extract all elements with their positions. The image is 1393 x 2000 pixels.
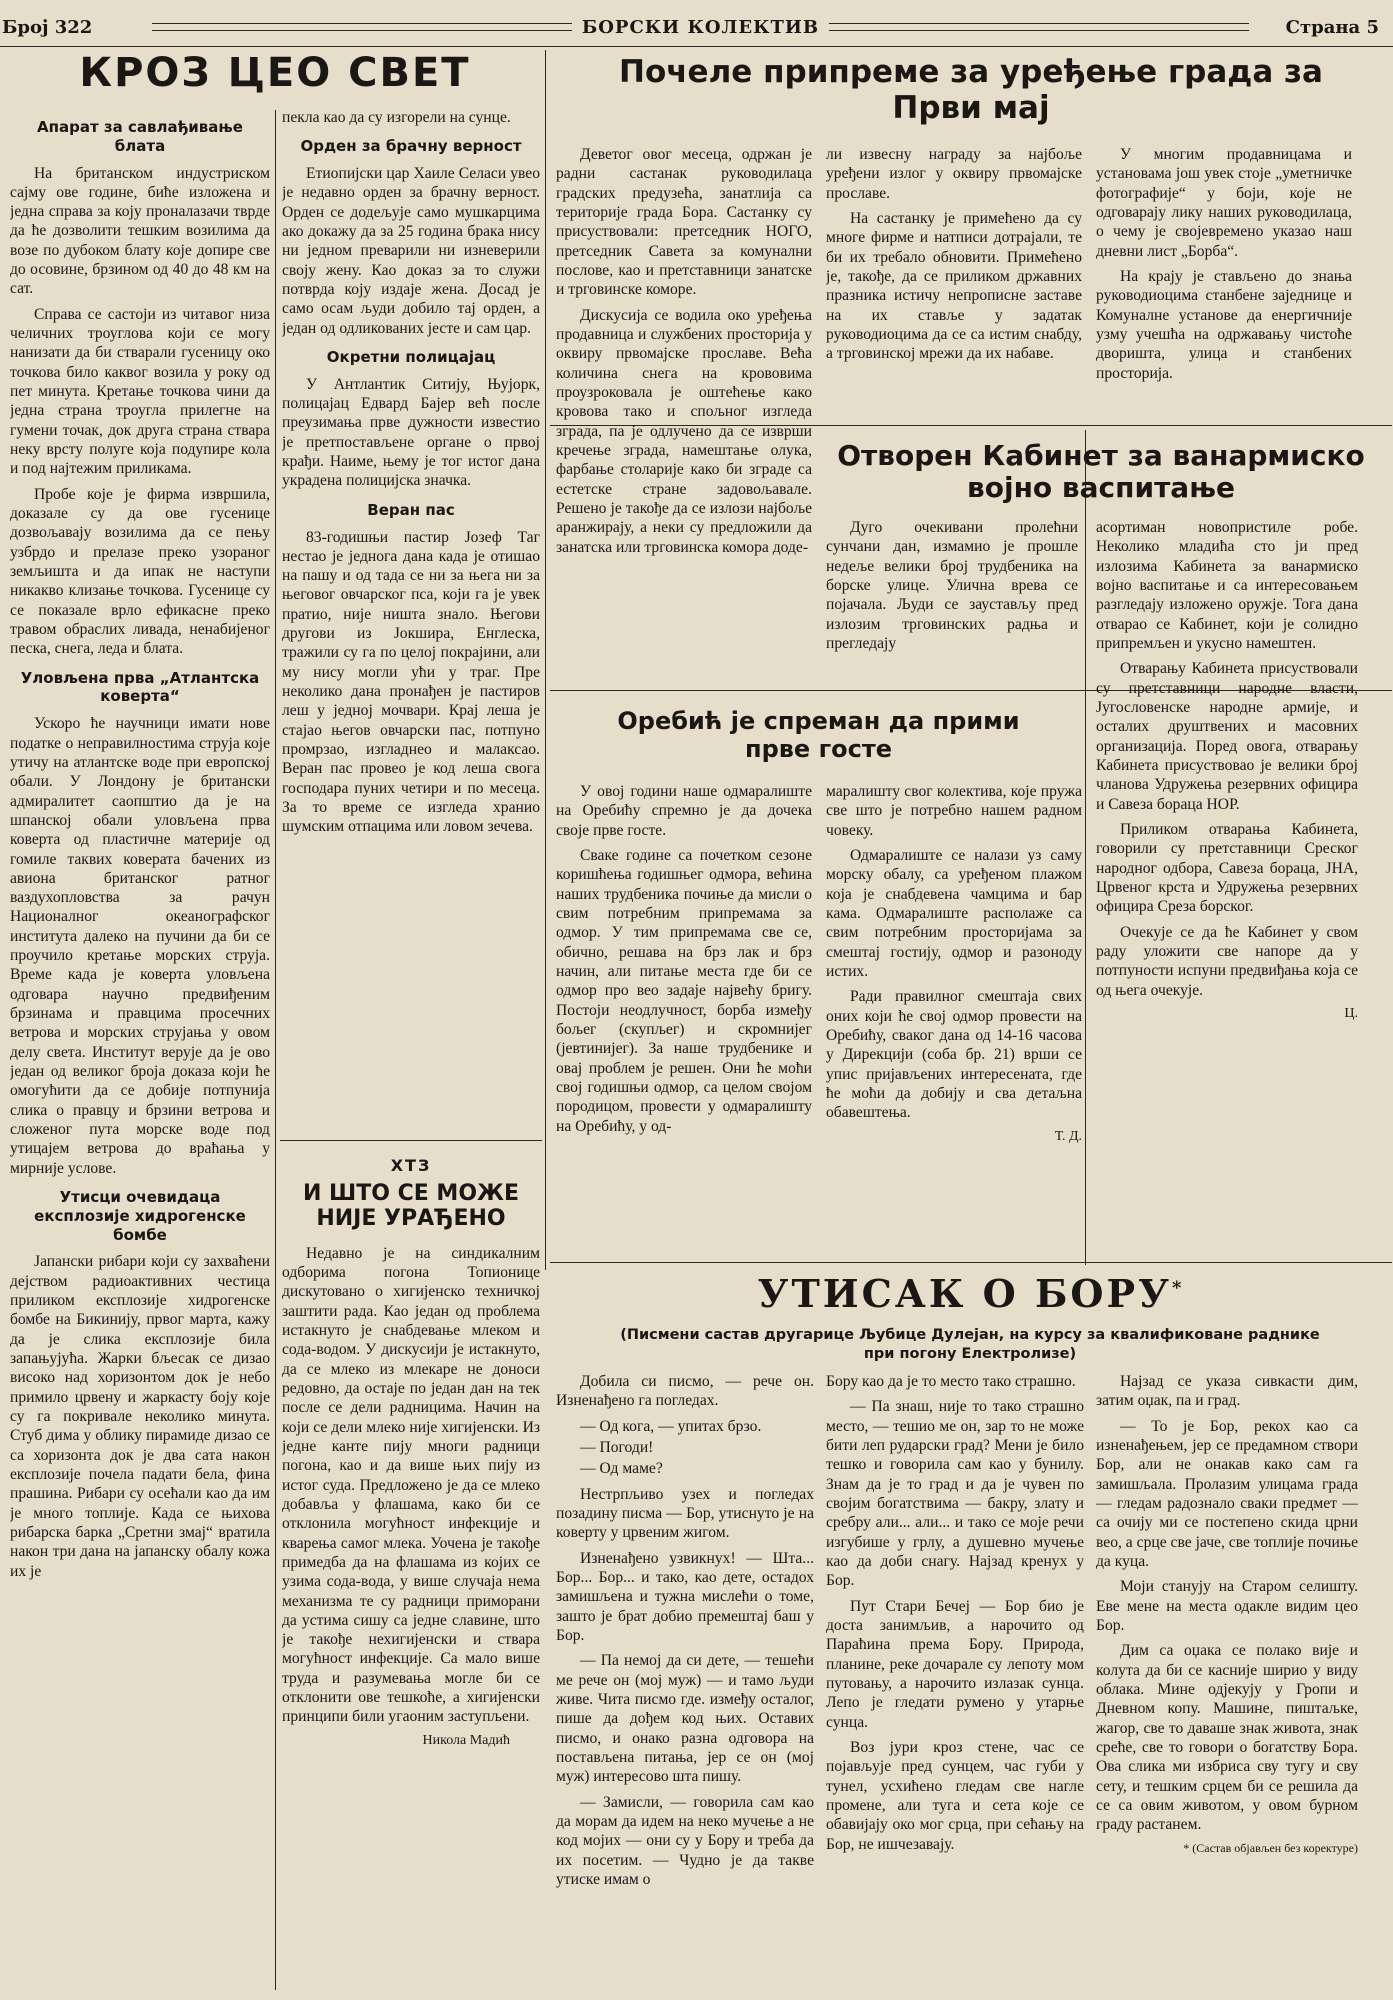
article-title-medal: Орден за брачну верност <box>300 137 522 156</box>
article-text: Дуго очекивани пролећни сунчани дан, измамио је прошле недеље велики број трудбеника на борске улице. Улична врева се појачала. Људи се заустављу пред излозим трговинских радња и прегледају <box>826 519 1078 652</box>
article-text: Етиопијски цар Хаиле Селаси увео је недавно орден за брачну верност. Орден се додељује само мушкарцима ако докажу да за 25 година брака нису ни једном преварили ни изневерили своју жену. Као доказ за то служи потврда коју издаје жена. Досад је само осам људи добило тај орден, а један од одликованих јесте и сам цар. <box>282 165 540 337</box>
bor-title-box <box>552 1272 1390 1322</box>
article-text: Ради правилног смештаја свих оних који ће свој одмор провести на Оребићу, сваког дана од 14-16 часова у Дирекцији (соба бр. 21) врши се упис пријављених интересената, где ће моћи да добију и сва детаљна обавештења. <box>826 988 1082 1122</box>
article-text: асортиман новопристиле робе. Неколико младића сто ји пред излозима Кабинета за ванармиско војно васпитање и са интересовањем разгледају изложено оружје. Тога дана отварао се Кабинет, који је солидно припремљен и укусно намештен. <box>1096 519 1358 652</box>
cabinet-column-2 <box>1096 518 1358 1258</box>
article-text: Сваке године са почетком сезоне коришћења годишњег одмора, већина наших трудбеника почиње да мисли о свим потребним припремама за одмор. У тим припремама све се, обично, решава на брз лак и брз начин, али питање места где би се одмор про вео задаје највећу бригу. Постоји неодлучност, борба између бољег (скупљег) и скромнијег (јевтинијег). За наше трудбенике и овај проблем је решен. Они ће моћи свој годишњи одмор, са целом својом породицом, провести у одмаралишту на Оребићу, у од- <box>556 846 812 1135</box>
hts-author: Никола Мадић <box>422 1732 510 1748</box>
article-text: — Замисли, — говорила сам као да морам да идем на неко мучење а не код мојих — они су у Бору и треба да их посетим. — Чудно је да такве утиске имам о <box>556 1793 814 1888</box>
article-title-mud: Апарат за савлађивање блата <box>37 118 243 155</box>
bor-title <box>552 1272 1390 1316</box>
orebic-title-box <box>556 708 1081 776</box>
may-title: Почеле припреме за уређење града за Први мај <box>619 55 1323 126</box>
hts-kicker: ХТЗ <box>390 1156 432 1175</box>
article-text: На британском индустриском сајму ове године, биће изложена и једна справа за коју проналазачи тврде да ће дозволити тешким возилима да возе по дубоком блату које допире све до осовине, брзином од 40 до 48 км на сат. <box>10 164 270 298</box>
paper-name: БОРСКИ КОЛЕКТИВ <box>581 16 820 38</box>
article-title-envelope: Уловљена прва „Атлантска коверта“ <box>20 668 260 706</box>
cabinet-title: Отворен Кабинет за ванармиско војно васпитање <box>837 440 1365 505</box>
world-column-1 <box>10 108 270 1993</box>
article-text: Дим са оџака се полако вије и колута да би се касније ширио у виду облака. Мине одјекују у Гропи и Дневном копу. Машине, пиштаљке, жагор, све то даваше знак живота, знак среће, све то говори о богатству Бора. Ова слика ми избриса сву тугу и сву сету, и тешким срцем би се решила да се са овим животом, у овом бурном граду растанем. <box>1096 1642 1358 1834</box>
masthead-underline <box>0 46 1393 47</box>
may-title-box <box>552 55 1390 135</box>
article-text: Приликом отварања Кабинета, говорили су претставници Среског народног одбора, Савеза бораца, ЈНА, Црвеног крста и Удружења резервних официра Среза борског. <box>1096 820 1358 916</box>
article-text: Пут Стари Бечеј — Бор био је доста занимљив, а нарочито од Параћина према Бору. Природа, планине, реке дочарале су лепоту мом путовању, а нарочито излазак сунца. Лепо је гледати румено у утарње сунца. <box>826 1597 1084 1731</box>
article-text: Одмаралиште се налази уз саму морску обалу, са уређеном плажом која је снабдевена чамцима и бар кама. Одмаралиште располаже са свим потребним просторијама за смештај гостију, одмор и разоноду истих. <box>826 846 1082 980</box>
bor-column-3 <box>1096 1372 1358 1992</box>
article-text: Справа се састоји из читавог низа челичних троуглова који се могу нанизати да би стварали гусеницу око точкова било каквог возила у року од пет минута. Кретање точкова чини да једна страна троугла прилегне на гумени точак, док друга страна ствара неку врсту полуге која подупире кола и под најтежим приликама. <box>10 305 270 478</box>
bor-title-star: * <box>1171 1277 1185 1299</box>
article-title-policeman: Окретни полицајац <box>326 348 496 367</box>
article-text: Најзад се указа сивкасти дим, затим оџак, па и град. <box>1096 1373 1358 1410</box>
article-text: Ускоро ће научници имати нове податке о неправилностима струја које утичу на атлантске воде при европској обали. У Лондону је британски адмиралитет саопштио да је на шпанској обали уловљена прва коверта од пластичне материје од гомиле таквих коверата бачених из авиона британског ратног ваздухопловства за рачун Националног океанографског института далеко на пучини да би се проучило кретање морских струја. Време када је коверта уловљена одговара научно предвиђеним брзинама и правцима просечних ветрова и морских струјања у овом делу света. Институт верује да је ово један од великог броја доказа који ће омогућити да се добије потпунија слика о правцу и брзини ветрова и сложеног пута морске воде под утицајем ветрова до враћања у мирније услове. <box>10 715 270 1177</box>
article-title-dog: Веран пас <box>367 500 455 519</box>
hts-title: И ШТО СЕ МОЖЕ НИЈЕ УРАЂЕНО <box>302 1181 519 1232</box>
divider-world-cols <box>275 110 276 1270</box>
bor-column-2 <box>826 1372 1084 1992</box>
article-text: Јапански рибари који су захваћени дејством радиоактивних честица приликом експлозије хидрогенске бомбе на Бикинију, првог марта, кажу да је слика експлозије била запањујућа. Жарки бљесак се дизао високо над хоризонтом док је небо примило црвену и жаркасту боју које су га покривале неколико минута. Стуб дима у облику пирамиде дизао се са хоризонта док је два сата након експлозије почела падати бела, фина прашина. Рибари су осећали као да им је много топлије. Када се њихова рибарска барка „Сретни змај“ вратила након три дана на јапанску обалу кожа их је <box>10 1253 270 1580</box>
hts-article <box>282 1150 540 1993</box>
article-text: Очекује се да ће Кабинет у свом раду уложити све напоре да у потпуности испуни предвиђања која се од њега очекује. <box>1096 923 1358 999</box>
article-text: Нестрпљиво узех и погледах позадину писма — Бор, утиснуто је на коверту у црвеним жигом. <box>556 1485 814 1542</box>
world-column-2 <box>282 108 540 1138</box>
orebic-title: Оребић је спреман да прими прве госте <box>617 708 1020 763</box>
orebic-column-1 <box>556 782 812 1257</box>
article-text: пекла као да су изгорели на сунце. <box>282 109 511 126</box>
orebic-author: Т. Д. <box>1054 1128 1082 1144</box>
may-column-1 <box>556 145 812 690</box>
article-text: — Погоди! <box>580 1438 654 1456</box>
divider-cabinet-mid <box>1085 430 1086 1265</box>
bor-credit: (Писмени састав другарице Љубице Дулејан, на курсу за квалификоване раднике при погону Електролизе) <box>620 1327 1320 1362</box>
divider-world-hts <box>280 1140 542 1141</box>
world-heading-box <box>10 50 540 100</box>
article-text: Бору као да је то место тако страшно. <box>826 1373 1076 1390</box>
masthead-rule-left <box>152 23 572 31</box>
world-heading: КРОЗ ЦЕО СВЕТ <box>79 50 471 96</box>
article-text: На крају је стављено до знања руководиоцима станбене заједнице и Комуналне установе да енергичније узму учешћа на одржавању чистоће дворишта, улица и станбених просторија. <box>1096 267 1352 382</box>
article-text: ли извесну награду за најбоље уређени излог у оквиру првомајске прославе. <box>826 146 1082 202</box>
article-text: Отварању Кабинета присуствовали су претставници народне власти, Југословенске народне армије, и осталих друштвених и масовних организација. Поред овога, отварању Кабинета присуствовао је велики број чланова Удружења резервних официра и Савеза бораца НОР. <box>1096 660 1358 813</box>
article-text: У Антлантик Ситију, Њујорк, полицајац Едвард Бајер већ после преузимања прве дужности известио је претпостављене органе о првој крађи. Наиме, њему је тог истог дана украдена полицијска значка. <box>282 375 540 490</box>
may-column-3 <box>1096 145 1352 425</box>
article-text: — То је Бор, рекох као са изненађењем, јер се предамном створи Бор, али не онакав како сам га замишљала. Пролазим улицама града — гледам радознало сваки предмет — са очију ми се постепено скида црни вео, а срце све јаче, све топлије почиње да куца. <box>1096 1417 1358 1570</box>
article-text: Добила си писмо, — рече он. Изненађено га погледах. <box>556 1373 814 1410</box>
article-text: — Па немој да си дете, — тешећи ме рече он (мој муж) — и тамо људи живе. Чита писмо где. између осталог, пише да дођем код њих. Оставих писмо, и онако разна одговора на постављена питања, јер се он (мој муж) интересово шта пишу. <box>556 1652 814 1786</box>
article-text: Моји станују на Старом селишту. Еве мене на места одакле видим цео Бор. <box>1096 1578 1358 1634</box>
article-text: — Од кога, — упитах брзо. <box>580 1417 762 1435</box>
divider-world-main <box>545 50 546 1270</box>
article-text: Пробе које је фирма извршила, доказале су да ове гусенице дозвољавају возилима да се пењу узбрдо и прелазе преко узораног земљишта и да ипак не наступи никакво клизање точкова. Гусенице су се показале врло ефикасне преко травом обраслих ливада, ненабијеног песка, снега, леда и блата. <box>10 485 270 658</box>
masthead <box>0 10 1393 44</box>
article-text: — Од маме? <box>580 1460 663 1478</box>
bor-footnote: * (Састав објављен без коректуре) <box>1183 1840 1358 1855</box>
bor-title-text: УТИСАК О БОРУ <box>757 1272 1172 1316</box>
cabinet-title-box <box>826 440 1376 515</box>
cabinet-column-1 <box>826 518 1078 688</box>
divider-left-bottom <box>275 1270 276 1990</box>
article-text: Дискусија се водила око уређења продавница и службених просторија у оквиру првомајске прославе. Већа количина снега на крововима проузроковала је оштећење како кровова тако и спољног изгледа зграда, па је одлучено да се изврши кречење зграда, намештање олука, фарбање столарије како би зграде са естетске стране задовољавале. Решено је такође да се излози најбоље аранжирају, а неки су предложили да занатска или трговинска комора доде- <box>556 306 812 556</box>
article-text: Деветог овог месеца, одржан је радни састанак руководилаца градских предузећа, занатлија са територије града Бора. Састанку су присуствовали: претседник НОГО, претседник Савета за комунални послове, као и претставници занатске и трговинске коморе. <box>556 146 812 299</box>
article-text: 83-годишњи пастир Јозеф Таг нестао је једнога дана када је отишао на пашу и од тада се ни за њега ни за његовог овчарског пса, који га је увек пратио, није ништа знало. Његови другови из Јокшира, Енглеска, тражили су га по целој покрајини, али му нису могли ући у траг. Пре неколико дана пронађен је пастиров леш у једној мочвари. Крај леша је стајао његов овчарски пас, потпуно промрзао, изгладнео и малаксао. Веран пас провео је код леша свога господара пуних четири и по месеца. За то време се изгледа хранио шумским отпацима или ловом зечева. <box>282 528 540 836</box>
cabinet-author: Ц. <box>1344 1005 1358 1021</box>
article-text: маралишту свог колектива, које пружа све што је потребно нашем радном човеку. <box>826 783 1082 839</box>
article-text: У многим продавницама и установама још увек стоје „уметничке фотографије“ у боји, које не одговарају лику наших руководилаца, о чему је својевремено указао наш дневни лист „Борба“. <box>1096 146 1352 260</box>
article-text: Изненађено узвикнух! — Шта... Бор... Бор... и тако, као дете, остадох замишљена и тужна мислећи о томе, зашто је брат добио премештај баш у Бор. <box>556 1549 814 1644</box>
issue-number: Број 322 <box>2 16 93 38</box>
bor-column-1 <box>556 1372 814 1992</box>
article-text: Недавно је на синдикалним одборима погона Топионице дискутовано о хигијенско техничкој заштити рада. Као један од проблема истакнуто је снабдевање млеком и сода-водом. У дискусији је истакнуто, да се млеко из млекаре не доноси редовно, да остаје по један дан на тек после се дели радницима. Начин на који се дели млеко није хигијенски. Из једне канте пију многи радници погона, као и да више њих пију из истог суда. Предложено је да се млеко добавља у флашама, како би се отклонила могућност инфекције и кварења самог млека. Уочена је такође примедба да на флашама из којих се узима сода-вода, у више случаја нема механизма те су радници приморани да устима сишу са једне славине, што је такође нехигијенски и ствара могућност инфекције. Са мало више труда и разумевања могле би се отклонити ове тешкоће, а хигијенски принципи били угаоним заступљени. <box>282 1244 540 1726</box>
article-text: Воз јури кроз стене, час се појављује пред сунцем, час губи у тунел, усхићено гледам све нагле промене, али туга и сета које се обавијају око мог срца, при сећању на Бор, не ишчезавају. <box>826 1738 1084 1853</box>
may-column-2 <box>826 145 1082 425</box>
orebic-column-2 <box>826 782 1082 1257</box>
masthead-rule-right <box>829 23 1249 31</box>
page-number: Страна 5 <box>1285 16 1379 38</box>
article-text: На састанку је примећено да су многе фирме и натписи дотрајали, те би их требало обновити. Примећено је, такође, да се приликом државних празника истичу непрописне заставе на их ставље у задатак руководиоцима да се са истим снабду, а трговинској мрежи да их набаве. <box>826 209 1082 363</box>
article-text: — Па знаш, није то тако страшно место, — тешио ме он, зар то не може бити леп рударски град? Мени је било тешко и говорила сам као у бунилу. Знам да је то град и да је чувен по својим богатствима — бакру, злату и сребру али... али... и тако се моје речи изгубише у грлу, а душевно мучење као да доби снагу. Најзад кренух у Бор. <box>826 1398 1084 1590</box>
article-text: У овој години наше одмаралиште на Оребићу спремно је да дочека своје прве госте. <box>556 783 812 839</box>
article-title-bomb: Утисци очевидаца експлозије хидрогенске бомбе <box>34 1188 246 1244</box>
divider-bor-top <box>550 1262 1392 1263</box>
